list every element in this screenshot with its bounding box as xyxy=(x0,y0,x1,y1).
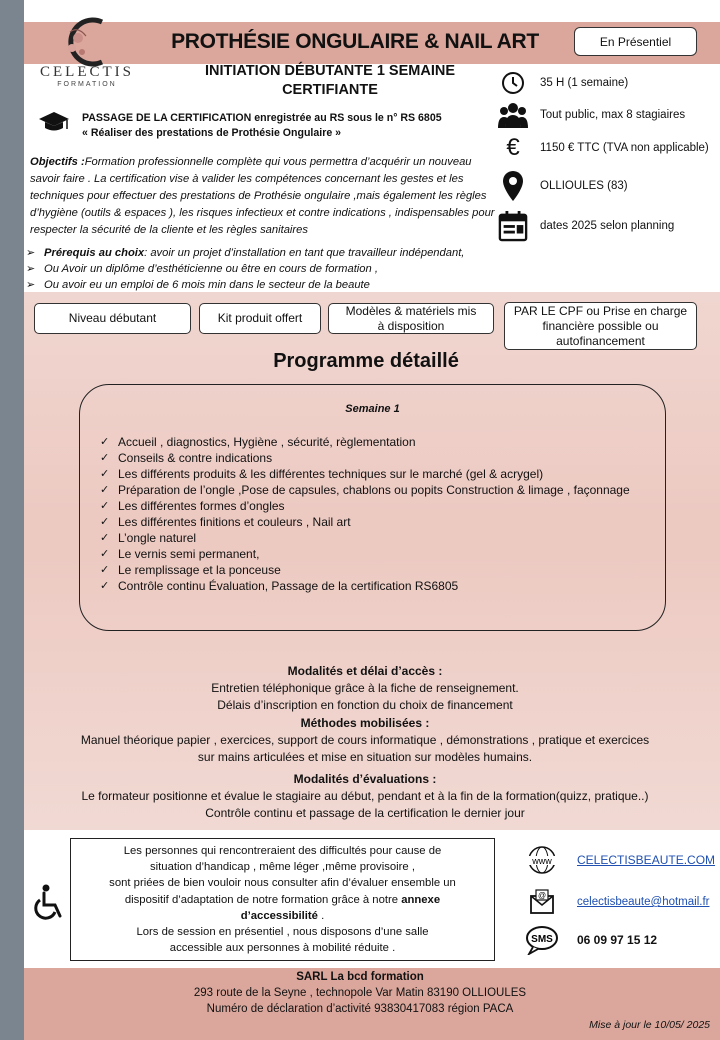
prerequis-item xyxy=(26,245,516,261)
modalites-acces xyxy=(40,663,690,714)
programme-item: ✓ Les différentes finitions et couleurs , Nail art xyxy=(100,514,630,530)
prerequis-text: Ou Avoir un diplôme d’esthéticienne ou être en cours de formation , xyxy=(44,263,378,275)
left-sidebar-strip xyxy=(0,0,24,1040)
objectifs-label: Objectifs : xyxy=(30,156,85,168)
www-icon xyxy=(525,845,559,875)
certification-line-2: « Réaliser des prestations de Prothésie Ongulaire » xyxy=(82,127,342,139)
subtitle-line-1: INITIATION DÉBUTANTE 1 SEMAINE xyxy=(205,63,455,79)
public-text: Tout public, max 8 stagiaires xyxy=(540,109,686,121)
graduation-cap-icon xyxy=(38,110,70,134)
accessibility-line: accessible aux personnes à mobilité réduite . xyxy=(169,942,396,955)
methodes-title: Méthodes mobilisées : xyxy=(300,716,430,730)
price-text: 1150 € TTC (TVA non applicable) xyxy=(540,142,709,154)
accessibility-line: situation d’handicap , même léger ,même provisoire , xyxy=(150,861,415,874)
tag-modeles xyxy=(328,303,494,334)
info-location xyxy=(498,171,628,201)
programme-item: ✓ Accueil , diagnostics, Hygiène , sécurité, règlementation xyxy=(100,434,630,450)
tag-niveau: Niveau débutant xyxy=(34,303,191,334)
email-icon xyxy=(525,887,559,917)
programme-item: ✓ L’ongle naturel xyxy=(100,530,630,546)
subtitle-line-2: CERTIFIANTE xyxy=(282,82,378,98)
location-text: OLLIOULES (83) xyxy=(540,180,628,192)
www-label: www xyxy=(532,856,552,866)
evaluations-line: Le formateur positionne et évalue le stagiaire au début, pendant et à la fin de la formation(quizz, pratique..) xyxy=(81,789,649,803)
accessibility-line xyxy=(71,892,494,908)
footer-info xyxy=(24,969,696,1017)
prerequis-text: : avoir un projet d’installation en tant que travailleur indépendant, xyxy=(144,247,465,259)
sms-label: SMS xyxy=(531,934,553,945)
celectis-logo-icon xyxy=(60,12,120,72)
contact-website xyxy=(525,845,715,875)
users-icon xyxy=(498,100,528,130)
programme-item: ✓ Le vernis semi permanent, xyxy=(100,546,630,562)
modalites-evaluations xyxy=(40,771,690,822)
accessibility-box xyxy=(70,838,495,961)
prerequis-item xyxy=(26,277,516,293)
certification-line-1: PASSAGE DE LA CERTIFICATION enregistrée au RS sous le n° RS 6805 xyxy=(82,112,442,124)
programme-item: ✓ Contrôle continu Évaluation, Passage de la certification RS6805 xyxy=(100,578,630,594)
tag-financement-line: autofinancement xyxy=(556,333,645,348)
objectifs-text: Formation professionnelle complète qui vous permettra d’acquérir un nouveau savoir faire . La certification vise à valider les compétences concernant les gestes et les techniques pour effectuer des prestations de Prothésie ongulaire ,mais également les règles d’hygiène (outils & espaces ), les risques infectieux et contre indications , indispensables pour respecter la sécurité de la cliente et les règles sanitaires xyxy=(30,156,495,236)
presentiel-button[interactable]: En Présentiel xyxy=(574,27,697,56)
tag-financement-line: financière possible ou xyxy=(542,318,659,333)
accessibility-annexe: annexe xyxy=(401,893,441,906)
certification-block xyxy=(82,111,442,141)
tag-financement-line: PAR LE CPF ou Prise en charge xyxy=(513,303,688,318)
logo-text: CELECTIS xyxy=(40,64,134,80)
modalites-acces-line: Entretien téléphonique grâce à la fiche de renseignement. xyxy=(211,681,519,695)
methodes-line: sur mains articulées et mise en situation sur modèles humains. xyxy=(197,750,533,764)
footer-declaration: Numéro de déclaration d’activité 93830417083 région PACA xyxy=(206,1003,514,1015)
prerequis-item xyxy=(26,261,516,277)
tag-modeles-line: Modèles & matériels mis xyxy=(345,303,477,318)
methodes-line: Manuel théorique papier , exercices, support de cours informatique , démonstrations , pratique et exercices xyxy=(80,733,650,747)
modalites-acces-title: Modalités et délai d’accès : xyxy=(287,664,443,678)
tag-modeles-line: à disposition xyxy=(377,318,445,333)
programme-title: Programme détaillé xyxy=(273,350,459,372)
programme-item: ✓ Les différents produits & les différentes techniques sur le marché (gel & acrygel) xyxy=(100,466,630,482)
accessibility-line: Lors de session en présentiel , nous disposons d’une salle xyxy=(136,926,429,939)
page-subtitle xyxy=(180,62,480,100)
tag-financement xyxy=(504,302,697,350)
calendar-icon xyxy=(498,211,528,241)
duration-text: 35 H (1 semaine) xyxy=(540,77,629,89)
prerequis-list xyxy=(26,245,516,293)
wheelchair-icon xyxy=(32,884,66,922)
info-duration xyxy=(498,68,628,98)
evaluations-line: Contrôle continu et passage de la certification le dernier jour xyxy=(205,806,525,820)
logo-subtext: FORMATION xyxy=(57,81,117,88)
footer-company: SARL La bcd formation xyxy=(296,971,424,983)
contact-phone xyxy=(525,925,657,955)
methodes-mobilisees xyxy=(40,715,690,766)
website-link[interactable]: CELECTISBEAUTE.COM xyxy=(577,853,716,867)
euro-icon: € xyxy=(506,134,520,161)
footer-address: 293 route de la Seyne , technopole Var Matin 83190 OLLIOULES xyxy=(193,987,527,999)
accessibility-text: . xyxy=(317,909,325,922)
svg-text:@: @ xyxy=(537,891,547,900)
programme-item: ✓ Conseils & contre indications xyxy=(100,450,630,466)
phone-number[interactable]: 06 09 97 15 12 xyxy=(577,933,658,947)
evaluations-title: Modalités d’évaluations : xyxy=(293,772,437,786)
week-label: Semaine 1 xyxy=(345,403,400,415)
accessibility-line: Les personnes qui rencontreraient des difficultés pour cause de xyxy=(123,845,442,857)
modalites-acces-line: Délais d’inscription en fonction du choix de financement xyxy=(217,698,513,712)
prerequis-label: Prérequis au choix xyxy=(44,247,145,259)
info-public xyxy=(498,100,685,130)
accessibility-text: dispositif d’adaptation de notre formation grâce à notre xyxy=(124,893,402,906)
accessibility-line xyxy=(71,908,494,924)
update-date: Mise à jour le 10/05/ 2025 xyxy=(589,1019,710,1031)
info-price xyxy=(498,133,709,163)
dates-text: dates 2025 selon planning xyxy=(540,220,675,232)
clock-icon xyxy=(498,68,528,98)
accessibility-annexe: d’accessibilité xyxy=(240,909,318,922)
email-link[interactable]: celectisbeaute@hotmail.fr xyxy=(577,896,710,908)
contact-email xyxy=(525,887,710,917)
programme-list xyxy=(100,434,630,594)
accessibility-line: sont priées de bien vouloir nous consulter afin d’évaluer ensemble un xyxy=(109,877,456,890)
programme-item: ✓ Le remplissage et la ponceuse xyxy=(100,562,630,578)
prerequis-text: Ou avoir eu un emploi de 6 mois min dans le secteur de la beaute xyxy=(44,279,370,291)
objectifs-paragraph xyxy=(30,154,498,239)
programme-item: ✓ Les différentes formes d’ongles xyxy=(100,498,630,514)
info-dates xyxy=(498,211,674,241)
programme-item: ✓ Préparation de l’ongle ,Pose de capsules, chablons ou popits Construction & limage , façonnage xyxy=(100,482,630,498)
page-title: PROTHÉSIE ONGULAIRE & NAIL ART xyxy=(171,30,539,53)
sms-icon xyxy=(525,925,559,955)
tag-kit: Kit produit offert xyxy=(199,303,321,334)
map-pin-icon xyxy=(498,171,528,201)
